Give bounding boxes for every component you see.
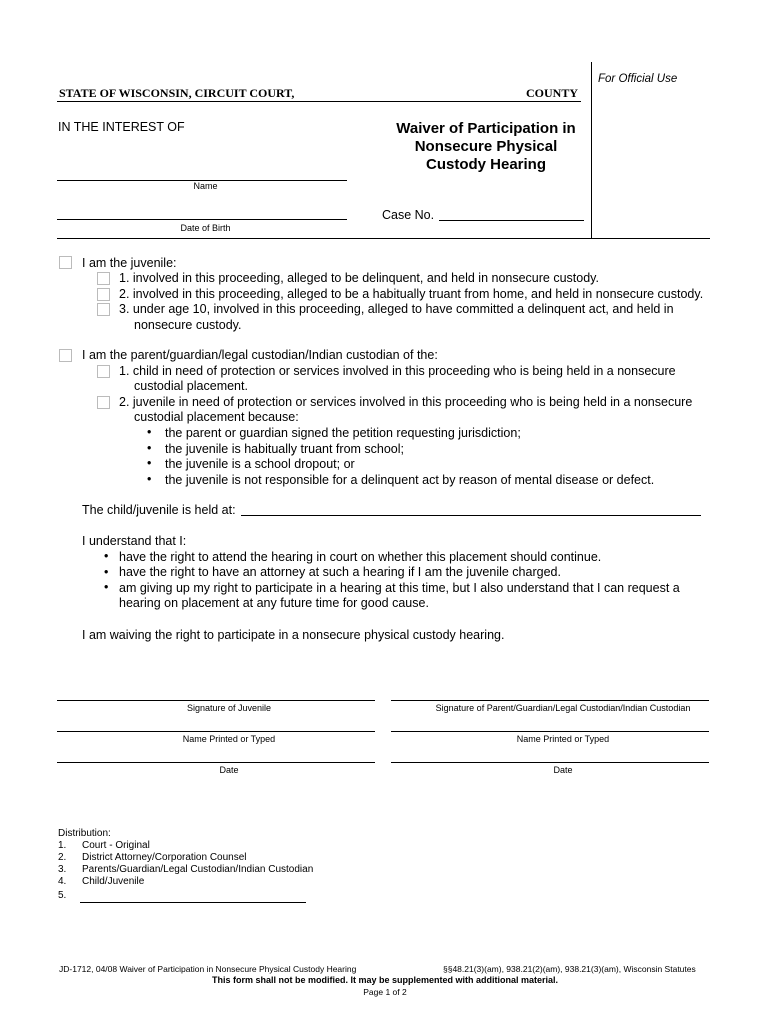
juvenile-signature-label: Signature of Juvenile bbox=[186, 703, 272, 713]
bullet-icon: • bbox=[147, 456, 152, 470]
distribution-item-5-line[interactable] bbox=[80, 902, 306, 903]
parent-date-line[interactable] bbox=[391, 762, 709, 763]
parent-name-label: Name Printed or Typed bbox=[516, 734, 610, 744]
parent-option-2: 2. juvenile in need of protection or services involved in this proceeding who is being held in a nonsecure bbox=[119, 395, 693, 409]
official-use-label: For Official Use bbox=[598, 73, 678, 85]
understand-3: am giving up my right to participate in a hearing at this time, but I also understand that I can request a bbox=[119, 581, 680, 595]
juvenile-date-label: Date bbox=[219, 765, 239, 775]
bullet-icon: • bbox=[104, 565, 109, 579]
juvenile-option-2: 2. involved in this proceeding, alleged to be a habitually truant from home, and held in nonsecure custody. bbox=[119, 287, 704, 301]
county-line bbox=[57, 101, 581, 102]
juvenile-option-2-checkbox[interactable] bbox=[97, 288, 110, 301]
modification-notice: This form shall not be modified. It may be supplemented with additional material. bbox=[211, 975, 559, 985]
case-no-field-line[interactable] bbox=[439, 220, 584, 221]
parent-option-2-cont: custodial placement because: bbox=[134, 410, 299, 424]
juvenile-option-3: 3. under age 10, involved in this proceeding, alleged to have committed a delinquent act, and held in bbox=[119, 302, 674, 316]
parent-option-1: 1. child in need of protection or services involved in this proceeding who is being held in a nonsecure bbox=[119, 364, 676, 378]
header-bottom-rule bbox=[57, 238, 710, 239]
bullet-icon: • bbox=[104, 580, 109, 594]
reason-3: the juvenile is a school dropout; or bbox=[165, 457, 355, 471]
title-line-3: Custody Hearing bbox=[425, 156, 546, 173]
distribution-item-5-num: 5. bbox=[58, 890, 67, 901]
waiving-statement: I am waiving the right to participate in a nonsecure physical custody hearing. bbox=[82, 628, 505, 642]
form-title bbox=[380, 120, 592, 174]
parent-date-label: Date bbox=[553, 765, 573, 775]
parent-checkbox[interactable] bbox=[59, 349, 72, 362]
understand-2: have the right to have an attorney at such a hearing if I am the juvenile charged. bbox=[119, 565, 561, 579]
understand-heading: I understand that I: bbox=[82, 534, 187, 548]
juvenile-name-line[interactable] bbox=[57, 731, 375, 732]
bullet-icon: • bbox=[147, 441, 152, 455]
bullet-icon: • bbox=[147, 425, 152, 439]
understand-1: have the right to attend the hearing in court on whether this placement should continue. bbox=[119, 550, 602, 564]
parent-name-line[interactable] bbox=[391, 731, 709, 732]
distribution-heading: Distribution: bbox=[58, 828, 111, 839]
dob-field-line[interactable] bbox=[57, 219, 347, 220]
list-item: 3. Parents/Guardian/Legal Custodian/Indian Custodian bbox=[58, 864, 314, 875]
juvenile-heading: I am the juvenile: bbox=[82, 256, 177, 270]
juvenile-checkbox[interactable] bbox=[59, 256, 72, 269]
bullet-icon: • bbox=[104, 549, 109, 563]
juvenile-signature-line[interactable] bbox=[57, 700, 375, 701]
statutes: §§48.21(3)(am), 938.21(2)(am), 938.21(3)(am), Wisconsin Statutes bbox=[443, 964, 696, 974]
list-item: 4. Child/Juvenile bbox=[58, 876, 145, 887]
parent-signature-line[interactable] bbox=[391, 700, 709, 701]
juvenile-name-label: Name Printed or Typed bbox=[182, 734, 276, 744]
list-item: 1. Court - Original bbox=[58, 840, 150, 851]
interest-of-label: IN THE INTEREST OF bbox=[58, 120, 185, 134]
court-header: STATE OF WISCONSIN, CIRCUIT COURT, bbox=[59, 86, 295, 100]
page-number: Page 1 of 2 bbox=[363, 987, 407, 997]
juvenile-option-1: 1. involved in this proceeding, alleged to be delinquent, and held in nonsecure custody. bbox=[119, 271, 599, 285]
parent-option-2-checkbox[interactable] bbox=[97, 396, 110, 409]
juvenile-option-3-checkbox[interactable] bbox=[97, 303, 110, 316]
reason-1: the parent or guardian signed the petition requesting jurisdiction; bbox=[165, 426, 521, 440]
reason-2: the juvenile is habitually truant from school; bbox=[165, 442, 405, 456]
reason-4: the juvenile is not responsible for a delinquent act by reason of mental disease or defect. bbox=[165, 473, 655, 487]
name-field-label: Name bbox=[193, 181, 218, 191]
juvenile-option-3-cont: nonsecure custody. bbox=[134, 318, 242, 332]
parent-option-1-checkbox[interactable] bbox=[97, 365, 110, 378]
held-at-field-line[interactable] bbox=[241, 515, 701, 516]
list-item: 2. District Attorney/Corporation Counsel bbox=[58, 852, 247, 863]
dob-field-label: Date of Birth bbox=[180, 223, 231, 233]
parent-signature-label: Signature of Parent/Guardian/Legal Custodian/Indian Custodian bbox=[435, 703, 691, 713]
parent-heading: I am the parent/guardian/legal custodian/Indian custodian of the: bbox=[82, 348, 438, 362]
form-id: JD-1712, 04/08 Waiver of Participation in Nonsecure Physical Custody Hearing bbox=[59, 964, 357, 974]
understand-3-cont: hearing on placement at any future time for good cause. bbox=[119, 596, 429, 610]
juvenile-date-line[interactable] bbox=[57, 762, 375, 763]
parent-option-1-cont: custodial placement. bbox=[134, 379, 248, 393]
case-no-label: Case No. bbox=[382, 208, 435, 222]
title-line-1: Waiver of Participation in bbox=[396, 120, 576, 137]
juvenile-option-1-checkbox[interactable] bbox=[97, 272, 110, 285]
title-line-2: Nonsecure Physical bbox=[414, 138, 558, 155]
bullet-icon: • bbox=[147, 472, 152, 486]
county-label: COUNTY bbox=[526, 86, 579, 100]
held-at-label: The child/juvenile is held at: bbox=[82, 503, 236, 517]
distribution-list bbox=[58, 840, 313, 888]
